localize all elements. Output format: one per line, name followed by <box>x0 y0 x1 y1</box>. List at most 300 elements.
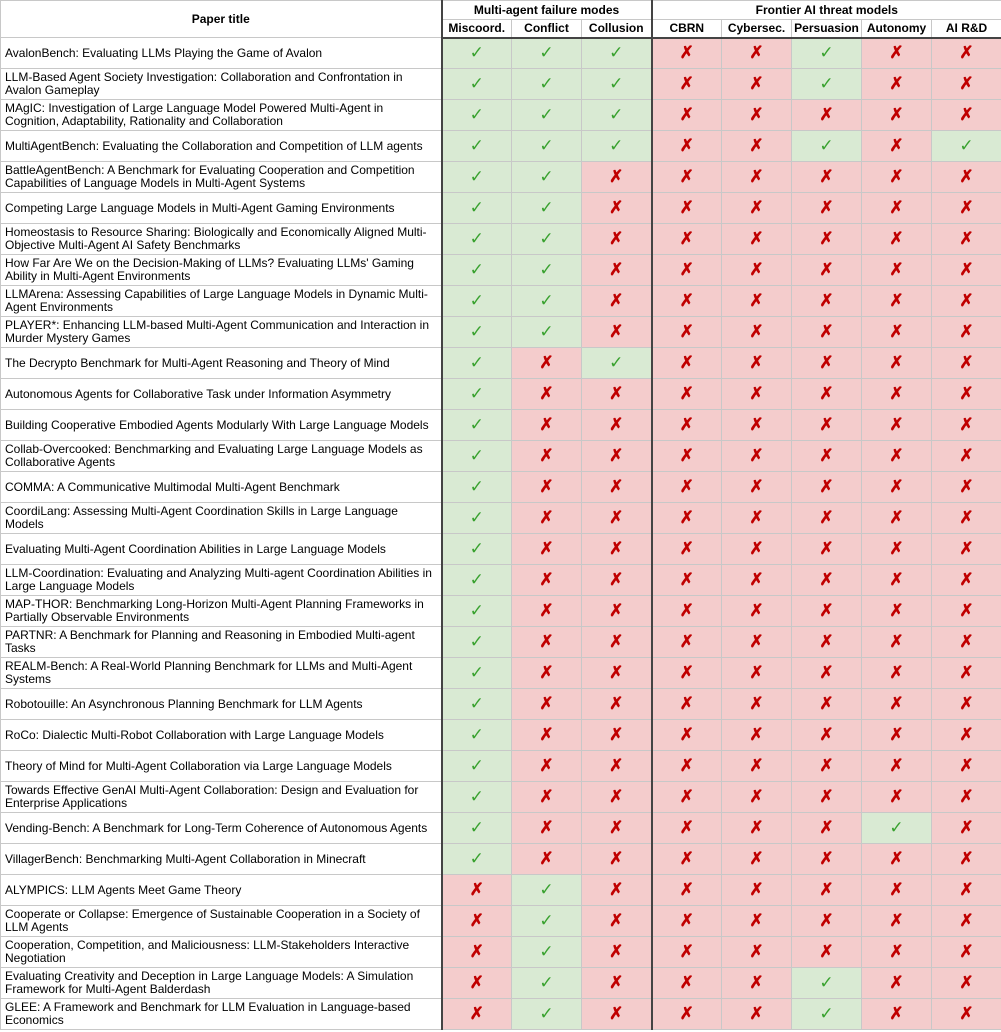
check-mark-icon: ✓ <box>512 968 582 999</box>
check-mark-icon: ✓ <box>582 38 652 69</box>
cross-mark-icon: ✗ <box>792 906 862 937</box>
cross-mark-icon: ✗ <box>792 224 862 255</box>
cross-mark-icon: ✗ <box>932 658 1001 689</box>
cross-mark-icon: ✗ <box>932 534 1001 565</box>
cross-mark-icon: ✗ <box>652 999 722 1030</box>
check-mark-icon: ✓ <box>442 131 512 162</box>
cross-mark-icon: ✗ <box>582 596 652 627</box>
check-mark-icon: ✓ <box>512 69 582 100</box>
cross-mark-icon: ✗ <box>582 565 652 596</box>
check-mark-icon: ✓ <box>442 379 512 410</box>
cross-mark-icon: ✗ <box>652 565 722 596</box>
cross-mark-icon: ✗ <box>792 379 862 410</box>
cross-mark-icon: ✗ <box>652 100 722 131</box>
cross-mark-icon: ✗ <box>862 689 932 720</box>
check-mark-icon: ✓ <box>442 534 512 565</box>
cross-mark-icon: ✗ <box>582 534 652 565</box>
cross-mark-icon: ✗ <box>512 782 582 813</box>
cross-mark-icon: ✗ <box>582 844 652 875</box>
cross-mark-icon: ✗ <box>512 720 582 751</box>
cross-mark-icon: ✗ <box>722 596 792 627</box>
cross-mark-icon: ✗ <box>932 317 1001 348</box>
table-row <box>1 534 1001 565</box>
cross-mark-icon: ✗ <box>792 875 862 906</box>
check-mark-icon: ✓ <box>512 875 582 906</box>
paper-title-cell: PLAYER*: Enhancing LLM-based Multi-Agent Communication and Interaction in Murder Mystery Games <box>1 317 442 348</box>
cross-mark-icon: ✗ <box>722 813 792 844</box>
table-row <box>1 162 1001 193</box>
cross-mark-icon: ✗ <box>582 503 652 534</box>
paper-title-cell: MultiAgentBench: Evaluating the Collaboration and Competition of LLM agents <box>1 131 442 162</box>
check-mark-icon: ✓ <box>792 968 862 999</box>
cross-mark-icon: ✗ <box>512 441 582 472</box>
table-row <box>1 565 1001 596</box>
cross-mark-icon: ✗ <box>862 782 932 813</box>
table-row <box>1 472 1001 503</box>
cross-mark-icon: ✗ <box>652 813 722 844</box>
cross-mark-icon: ✗ <box>862 534 932 565</box>
cross-mark-icon: ✗ <box>512 534 582 565</box>
cross-mark-icon: ✗ <box>792 782 862 813</box>
cross-mark-icon: ✗ <box>932 999 1001 1030</box>
cross-mark-icon: ✗ <box>652 720 722 751</box>
check-mark-icon: ✓ <box>442 751 512 782</box>
table-row <box>1 875 1001 906</box>
column-header: Miscoord. <box>442 20 512 38</box>
table-row <box>1 689 1001 720</box>
cross-mark-icon: ✗ <box>862 441 932 472</box>
paper-title-cell: Cooperate or Collapse: Emergence of Sustainable Cooperation in a Society of LLM Agents <box>1 906 442 937</box>
cross-mark-icon: ✗ <box>862 410 932 441</box>
cross-mark-icon: ✗ <box>932 69 1001 100</box>
cross-mark-icon: ✗ <box>862 937 932 968</box>
cross-mark-icon: ✗ <box>652 410 722 441</box>
cross-mark-icon: ✗ <box>652 193 722 224</box>
paper-title-cell: BattleAgentBench: A Benchmark for Evaluating Cooperation and Competition Capabilities of Language Models in Multi-Agent Systems <box>1 162 442 193</box>
check-mark-icon: ✓ <box>512 224 582 255</box>
table-row <box>1 38 1001 69</box>
cross-mark-icon: ✗ <box>932 689 1001 720</box>
check-mark-icon: ✓ <box>442 782 512 813</box>
check-mark-icon: ✓ <box>442 255 512 286</box>
check-mark-icon: ✓ <box>792 69 862 100</box>
cross-mark-icon: ✗ <box>652 317 722 348</box>
paper-title-cell: AvalonBench: Evaluating LLMs Playing the Game of Avalon <box>1 38 442 69</box>
column-header: Cybersec. <box>722 20 792 38</box>
cross-mark-icon: ✗ <box>792 193 862 224</box>
cross-mark-icon: ✗ <box>652 503 722 534</box>
cross-mark-icon: ✗ <box>722 162 792 193</box>
table-row <box>1 968 1001 999</box>
cross-mark-icon: ✗ <box>722 565 792 596</box>
cross-mark-icon: ✗ <box>442 875 512 906</box>
check-mark-icon: ✓ <box>512 906 582 937</box>
check-mark-icon: ✓ <box>442 317 512 348</box>
check-mark-icon: ✓ <box>442 224 512 255</box>
cross-mark-icon: ✗ <box>862 348 932 379</box>
check-mark-icon: ✓ <box>442 193 512 224</box>
cross-mark-icon: ✗ <box>932 162 1001 193</box>
check-mark-icon: ✓ <box>442 38 512 69</box>
cross-mark-icon: ✗ <box>582 813 652 844</box>
cross-mark-icon: ✗ <box>722 410 792 441</box>
cross-mark-icon: ✗ <box>862 379 932 410</box>
table-row <box>1 441 1001 472</box>
cross-mark-icon: ✗ <box>652 875 722 906</box>
cross-mark-icon: ✗ <box>932 627 1001 658</box>
cross-mark-icon: ✗ <box>722 875 792 906</box>
paper-title-cell: CoordiLang: Assessing Multi-Agent Coordination Skills in Large Language Models <box>1 503 442 534</box>
cross-mark-icon: ✗ <box>792 286 862 317</box>
table-row <box>1 410 1001 441</box>
paper-title-cell: LLMArena: Assessing Capabilities of Large Language Models in Dynamic Multi-Agent Environments <box>1 286 442 317</box>
cross-mark-icon: ✗ <box>932 844 1001 875</box>
cross-mark-icon: ✗ <box>652 348 722 379</box>
cross-mark-icon: ✗ <box>722 999 792 1030</box>
cross-mark-icon: ✗ <box>932 286 1001 317</box>
check-mark-icon: ✓ <box>442 100 512 131</box>
cross-mark-icon: ✗ <box>582 906 652 937</box>
cross-mark-icon: ✗ <box>722 348 792 379</box>
cross-mark-icon: ✗ <box>512 472 582 503</box>
cross-mark-icon: ✗ <box>652 844 722 875</box>
table-row <box>1 627 1001 658</box>
cross-mark-icon: ✗ <box>792 937 862 968</box>
cross-mark-icon: ✗ <box>932 472 1001 503</box>
cross-mark-icon: ✗ <box>932 813 1001 844</box>
cross-mark-icon: ✗ <box>652 38 722 69</box>
cross-mark-icon: ✗ <box>652 472 722 503</box>
cross-mark-icon: ✗ <box>932 348 1001 379</box>
cross-mark-icon: ✗ <box>652 224 722 255</box>
column-header: Persuasion <box>792 20 862 38</box>
table-row <box>1 844 1001 875</box>
cross-mark-icon: ✗ <box>932 255 1001 286</box>
cross-mark-icon: ✗ <box>932 441 1001 472</box>
cross-mark-icon: ✗ <box>582 720 652 751</box>
cross-mark-icon: ✗ <box>932 906 1001 937</box>
paper-title-cell: Autonomous Agents for Collaborative Task under Information Asymmetry <box>1 379 442 410</box>
cross-mark-icon: ✗ <box>792 627 862 658</box>
cross-mark-icon: ✗ <box>932 410 1001 441</box>
cross-mark-icon: ✗ <box>652 658 722 689</box>
cross-mark-icon: ✗ <box>932 875 1001 906</box>
cross-mark-icon: ✗ <box>652 534 722 565</box>
check-mark-icon: ✓ <box>442 627 512 658</box>
paper-title-cell: The Decrypto Benchmark for Multi-Agent Reasoning and Theory of Mind <box>1 348 442 379</box>
check-mark-icon: ✓ <box>442 813 512 844</box>
cross-mark-icon: ✗ <box>862 875 932 906</box>
check-mark-icon: ✓ <box>442 441 512 472</box>
cross-mark-icon: ✗ <box>722 720 792 751</box>
cross-mark-icon: ✗ <box>722 100 792 131</box>
table-row <box>1 379 1001 410</box>
cross-mark-icon: ✗ <box>582 379 652 410</box>
check-mark-icon: ✓ <box>512 193 582 224</box>
paper-title-cell: Evaluating Creativity and Deception in Large Language Models: A Simulation Framework for Multi-Agent Balderdash <box>1 968 442 999</box>
cross-mark-icon: ✗ <box>582 317 652 348</box>
check-mark-icon: ✓ <box>442 503 512 534</box>
paper-title-cell: MAgIC: Investigation of Large Language Model Powered Multi-Agent in Cognition, Adaptability, Rationality and Collaboration <box>1 100 442 131</box>
cross-mark-icon: ✗ <box>792 720 862 751</box>
cross-mark-icon: ✗ <box>862 844 932 875</box>
cross-mark-icon: ✗ <box>722 751 792 782</box>
cross-mark-icon: ✗ <box>582 286 652 317</box>
cross-mark-icon: ✗ <box>652 751 722 782</box>
check-mark-icon: ✓ <box>512 131 582 162</box>
cross-mark-icon: ✗ <box>582 193 652 224</box>
check-mark-icon: ✓ <box>512 999 582 1030</box>
cross-mark-icon: ✗ <box>652 162 722 193</box>
cross-mark-icon: ✗ <box>862 968 932 999</box>
cross-mark-icon: ✗ <box>862 906 932 937</box>
cross-mark-icon: ✗ <box>722 286 792 317</box>
cross-mark-icon: ✗ <box>652 69 722 100</box>
cross-mark-icon: ✗ <box>862 565 932 596</box>
cross-mark-icon: ✗ <box>722 627 792 658</box>
cross-mark-icon: ✗ <box>792 162 862 193</box>
paper-title-cell: LLM-Based Agent Society Investigation: Collaboration and Confrontation in Avalon Gameplay <box>1 69 442 100</box>
check-mark-icon: ✓ <box>512 162 582 193</box>
cross-mark-icon: ✗ <box>862 720 932 751</box>
table-row <box>1 906 1001 937</box>
cross-mark-icon: ✗ <box>582 410 652 441</box>
table-row <box>1 658 1001 689</box>
cross-mark-icon: ✗ <box>862 999 932 1030</box>
column-header: CBRN <box>652 20 722 38</box>
cross-mark-icon: ✗ <box>862 751 932 782</box>
check-mark-icon: ✓ <box>442 348 512 379</box>
table-header <box>1 1 1001 38</box>
column-header: Collusion <box>582 20 652 38</box>
cross-mark-icon: ✗ <box>932 224 1001 255</box>
cross-mark-icon: ✗ <box>792 751 862 782</box>
cross-mark-icon: ✗ <box>512 751 582 782</box>
cross-mark-icon: ✗ <box>512 689 582 720</box>
paper-title-cell: VillagerBench: Benchmarking Multi-Agent Collaboration in Minecraft <box>1 844 442 875</box>
paper-title-cell: Theory of Mind for Multi-Agent Collaboration via Large Language Models <box>1 751 442 782</box>
cross-mark-icon: ✗ <box>722 317 792 348</box>
cross-mark-icon: ✗ <box>722 131 792 162</box>
table-row <box>1 286 1001 317</box>
cross-mark-icon: ✗ <box>792 844 862 875</box>
cross-mark-icon: ✗ <box>792 689 862 720</box>
paper-title-cell: Collab-Overcooked: Benchmarking and Evaluating Large Language Models as Collaborative Agents <box>1 441 442 472</box>
cross-mark-icon: ✗ <box>512 813 582 844</box>
cross-mark-icon: ✗ <box>722 69 792 100</box>
cross-mark-icon: ✗ <box>862 255 932 286</box>
check-mark-icon: ✓ <box>582 348 652 379</box>
cross-mark-icon: ✗ <box>512 503 582 534</box>
cross-mark-icon: ✗ <box>862 38 932 69</box>
check-mark-icon: ✓ <box>582 131 652 162</box>
column-header: Conflict <box>512 20 582 38</box>
check-mark-icon: ✓ <box>442 410 512 441</box>
cross-mark-icon: ✗ <box>792 441 862 472</box>
cross-mark-icon: ✗ <box>582 999 652 1030</box>
cross-mark-icon: ✗ <box>582 937 652 968</box>
paper-title-cell: REALM-Bench: A Real-World Planning Benchmark for LLMs and Multi-Agent Systems <box>1 658 442 689</box>
table-row <box>1 255 1001 286</box>
table-row <box>1 813 1001 844</box>
check-mark-icon: ✓ <box>512 317 582 348</box>
check-mark-icon: ✓ <box>932 131 1001 162</box>
table-row <box>1 782 1001 813</box>
check-mark-icon: ✓ <box>512 937 582 968</box>
cross-mark-icon: ✗ <box>442 968 512 999</box>
check-mark-icon: ✓ <box>582 69 652 100</box>
cross-mark-icon: ✗ <box>862 627 932 658</box>
cross-mark-icon: ✗ <box>512 410 582 441</box>
cross-mark-icon: ✗ <box>652 286 722 317</box>
paper-title-cell: Competing Large Language Models in Multi-Agent Gaming Environments <box>1 193 442 224</box>
cross-mark-icon: ✗ <box>582 751 652 782</box>
cross-mark-icon: ✗ <box>862 224 932 255</box>
cross-mark-icon: ✗ <box>652 782 722 813</box>
table-row <box>1 100 1001 131</box>
cross-mark-icon: ✗ <box>652 937 722 968</box>
cross-mark-icon: ✗ <box>932 100 1001 131</box>
cross-mark-icon: ✗ <box>792 503 862 534</box>
check-mark-icon: ✓ <box>442 565 512 596</box>
cross-mark-icon: ✗ <box>442 937 512 968</box>
paper-title-cell: Homeostasis to Resource Sharing: Biologically and Economically Aligned Multi-Objective Multi-Agent AI Safety Benchmarks <box>1 224 442 255</box>
cross-mark-icon: ✗ <box>512 596 582 627</box>
paper-title-cell: ALYMPICS: LLM Agents Meet Game Theory <box>1 875 442 906</box>
cross-mark-icon: ✗ <box>652 441 722 472</box>
cross-mark-icon: ✗ <box>792 410 862 441</box>
cross-mark-icon: ✗ <box>932 720 1001 751</box>
table-body <box>1 38 1001 1030</box>
cross-mark-icon: ✗ <box>512 379 582 410</box>
check-mark-icon: ✓ <box>442 596 512 627</box>
paper-title-cell: Robotouille: An Asynchronous Planning Benchmark for LLM Agents <box>1 689 442 720</box>
cross-mark-icon: ✗ <box>932 565 1001 596</box>
check-mark-icon: ✓ <box>442 689 512 720</box>
cross-mark-icon: ✗ <box>722 937 792 968</box>
paper-title-cell: How Far Are We on the Decision-Making of LLMs? Evaluating LLMs' Gaming Ability in Multi-Agent Environments <box>1 255 442 286</box>
cross-mark-icon: ✗ <box>722 472 792 503</box>
cross-mark-icon: ✗ <box>792 658 862 689</box>
check-mark-icon: ✓ <box>512 286 582 317</box>
cross-mark-icon: ✗ <box>722 441 792 472</box>
cross-mark-icon: ✗ <box>652 379 722 410</box>
cross-mark-icon: ✗ <box>862 317 932 348</box>
cross-mark-icon: ✗ <box>442 999 512 1030</box>
cross-mark-icon: ✗ <box>442 906 512 937</box>
paper-title-cell: Building Cooperative Embodied Agents Modularly With Large Language Models <box>1 410 442 441</box>
table-row <box>1 999 1001 1030</box>
paper-title-header: Paper title <box>1 1 442 38</box>
cross-mark-icon: ✗ <box>652 968 722 999</box>
cross-mark-icon: ✗ <box>862 100 932 131</box>
cross-mark-icon: ✗ <box>582 689 652 720</box>
paper-title-cell: COMMA: A Communicative Multimodal Multi-Agent Benchmark <box>1 472 442 503</box>
paper-title-cell: PARTNR: A Benchmark for Planning and Reasoning in Embodied Multi-agent Tasks <box>1 627 442 658</box>
cross-mark-icon: ✗ <box>792 596 862 627</box>
cross-mark-icon: ✗ <box>582 162 652 193</box>
cross-mark-icon: ✗ <box>862 658 932 689</box>
cross-mark-icon: ✗ <box>582 472 652 503</box>
cross-mark-icon: ✗ <box>932 193 1001 224</box>
cross-mark-icon: ✗ <box>932 937 1001 968</box>
cross-mark-icon: ✗ <box>652 255 722 286</box>
cross-mark-icon: ✗ <box>652 131 722 162</box>
cross-mark-icon: ✗ <box>512 627 582 658</box>
cross-mark-icon: ✗ <box>582 875 652 906</box>
check-mark-icon: ✓ <box>792 131 862 162</box>
cross-mark-icon: ✗ <box>582 224 652 255</box>
cross-mark-icon: ✗ <box>512 658 582 689</box>
table-row <box>1 317 1001 348</box>
cross-mark-icon: ✗ <box>722 379 792 410</box>
cross-mark-icon: ✗ <box>582 255 652 286</box>
cross-mark-icon: ✗ <box>792 348 862 379</box>
cross-mark-icon: ✗ <box>582 968 652 999</box>
cross-mark-icon: ✗ <box>512 348 582 379</box>
cross-mark-icon: ✗ <box>722 906 792 937</box>
cross-mark-icon: ✗ <box>722 782 792 813</box>
cross-mark-icon: ✗ <box>652 689 722 720</box>
cross-mark-icon: ✗ <box>862 596 932 627</box>
cross-mark-icon: ✗ <box>792 534 862 565</box>
cross-mark-icon: ✗ <box>722 224 792 255</box>
cross-mark-icon: ✗ <box>652 906 722 937</box>
table-row <box>1 131 1001 162</box>
cross-mark-icon: ✗ <box>932 596 1001 627</box>
cross-mark-icon: ✗ <box>932 751 1001 782</box>
table-row <box>1 193 1001 224</box>
table-row <box>1 348 1001 379</box>
cross-mark-icon: ✗ <box>862 472 932 503</box>
check-mark-icon: ✓ <box>512 255 582 286</box>
table-row <box>1 503 1001 534</box>
cross-mark-icon: ✗ <box>932 503 1001 534</box>
check-mark-icon: ✓ <box>442 69 512 100</box>
check-mark-icon: ✓ <box>442 658 512 689</box>
check-mark-icon: ✓ <box>862 813 932 844</box>
check-mark-icon: ✓ <box>442 720 512 751</box>
cross-mark-icon: ✗ <box>932 38 1001 69</box>
column-header: Autonomy <box>862 20 932 38</box>
table-row <box>1 720 1001 751</box>
cross-mark-icon: ✗ <box>932 968 1001 999</box>
cross-mark-icon: ✗ <box>862 193 932 224</box>
cross-mark-icon: ✗ <box>792 472 862 503</box>
check-mark-icon: ✓ <box>792 999 862 1030</box>
cross-mark-icon: ✗ <box>582 441 652 472</box>
paper-title-cell: Evaluating Multi-Agent Coordination Abilities in Large Language Models <box>1 534 442 565</box>
cross-mark-icon: ✗ <box>862 162 932 193</box>
cross-mark-icon: ✗ <box>722 503 792 534</box>
cross-mark-icon: ✗ <box>582 627 652 658</box>
cross-mark-icon: ✗ <box>722 968 792 999</box>
table-row <box>1 69 1001 100</box>
paper-title-cell: GLEE: A Framework and Benchmark for LLM Evaluation in Language-based Economics <box>1 999 442 1030</box>
table-row <box>1 224 1001 255</box>
check-mark-icon: ✓ <box>442 472 512 503</box>
check-mark-icon: ✓ <box>512 38 582 69</box>
table-row <box>1 937 1001 968</box>
check-mark-icon: ✓ <box>792 38 862 69</box>
cross-mark-icon: ✗ <box>792 813 862 844</box>
cross-mark-icon: ✗ <box>792 565 862 596</box>
paper-title-cell: RoCo: Dialectic Multi-Robot Collaboration with Large Language Models <box>1 720 442 751</box>
threat-models-group-header: Frontier AI threat models <box>652 1 1001 20</box>
cross-mark-icon: ✗ <box>792 317 862 348</box>
cross-mark-icon: ✗ <box>932 782 1001 813</box>
check-mark-icon: ✓ <box>582 100 652 131</box>
